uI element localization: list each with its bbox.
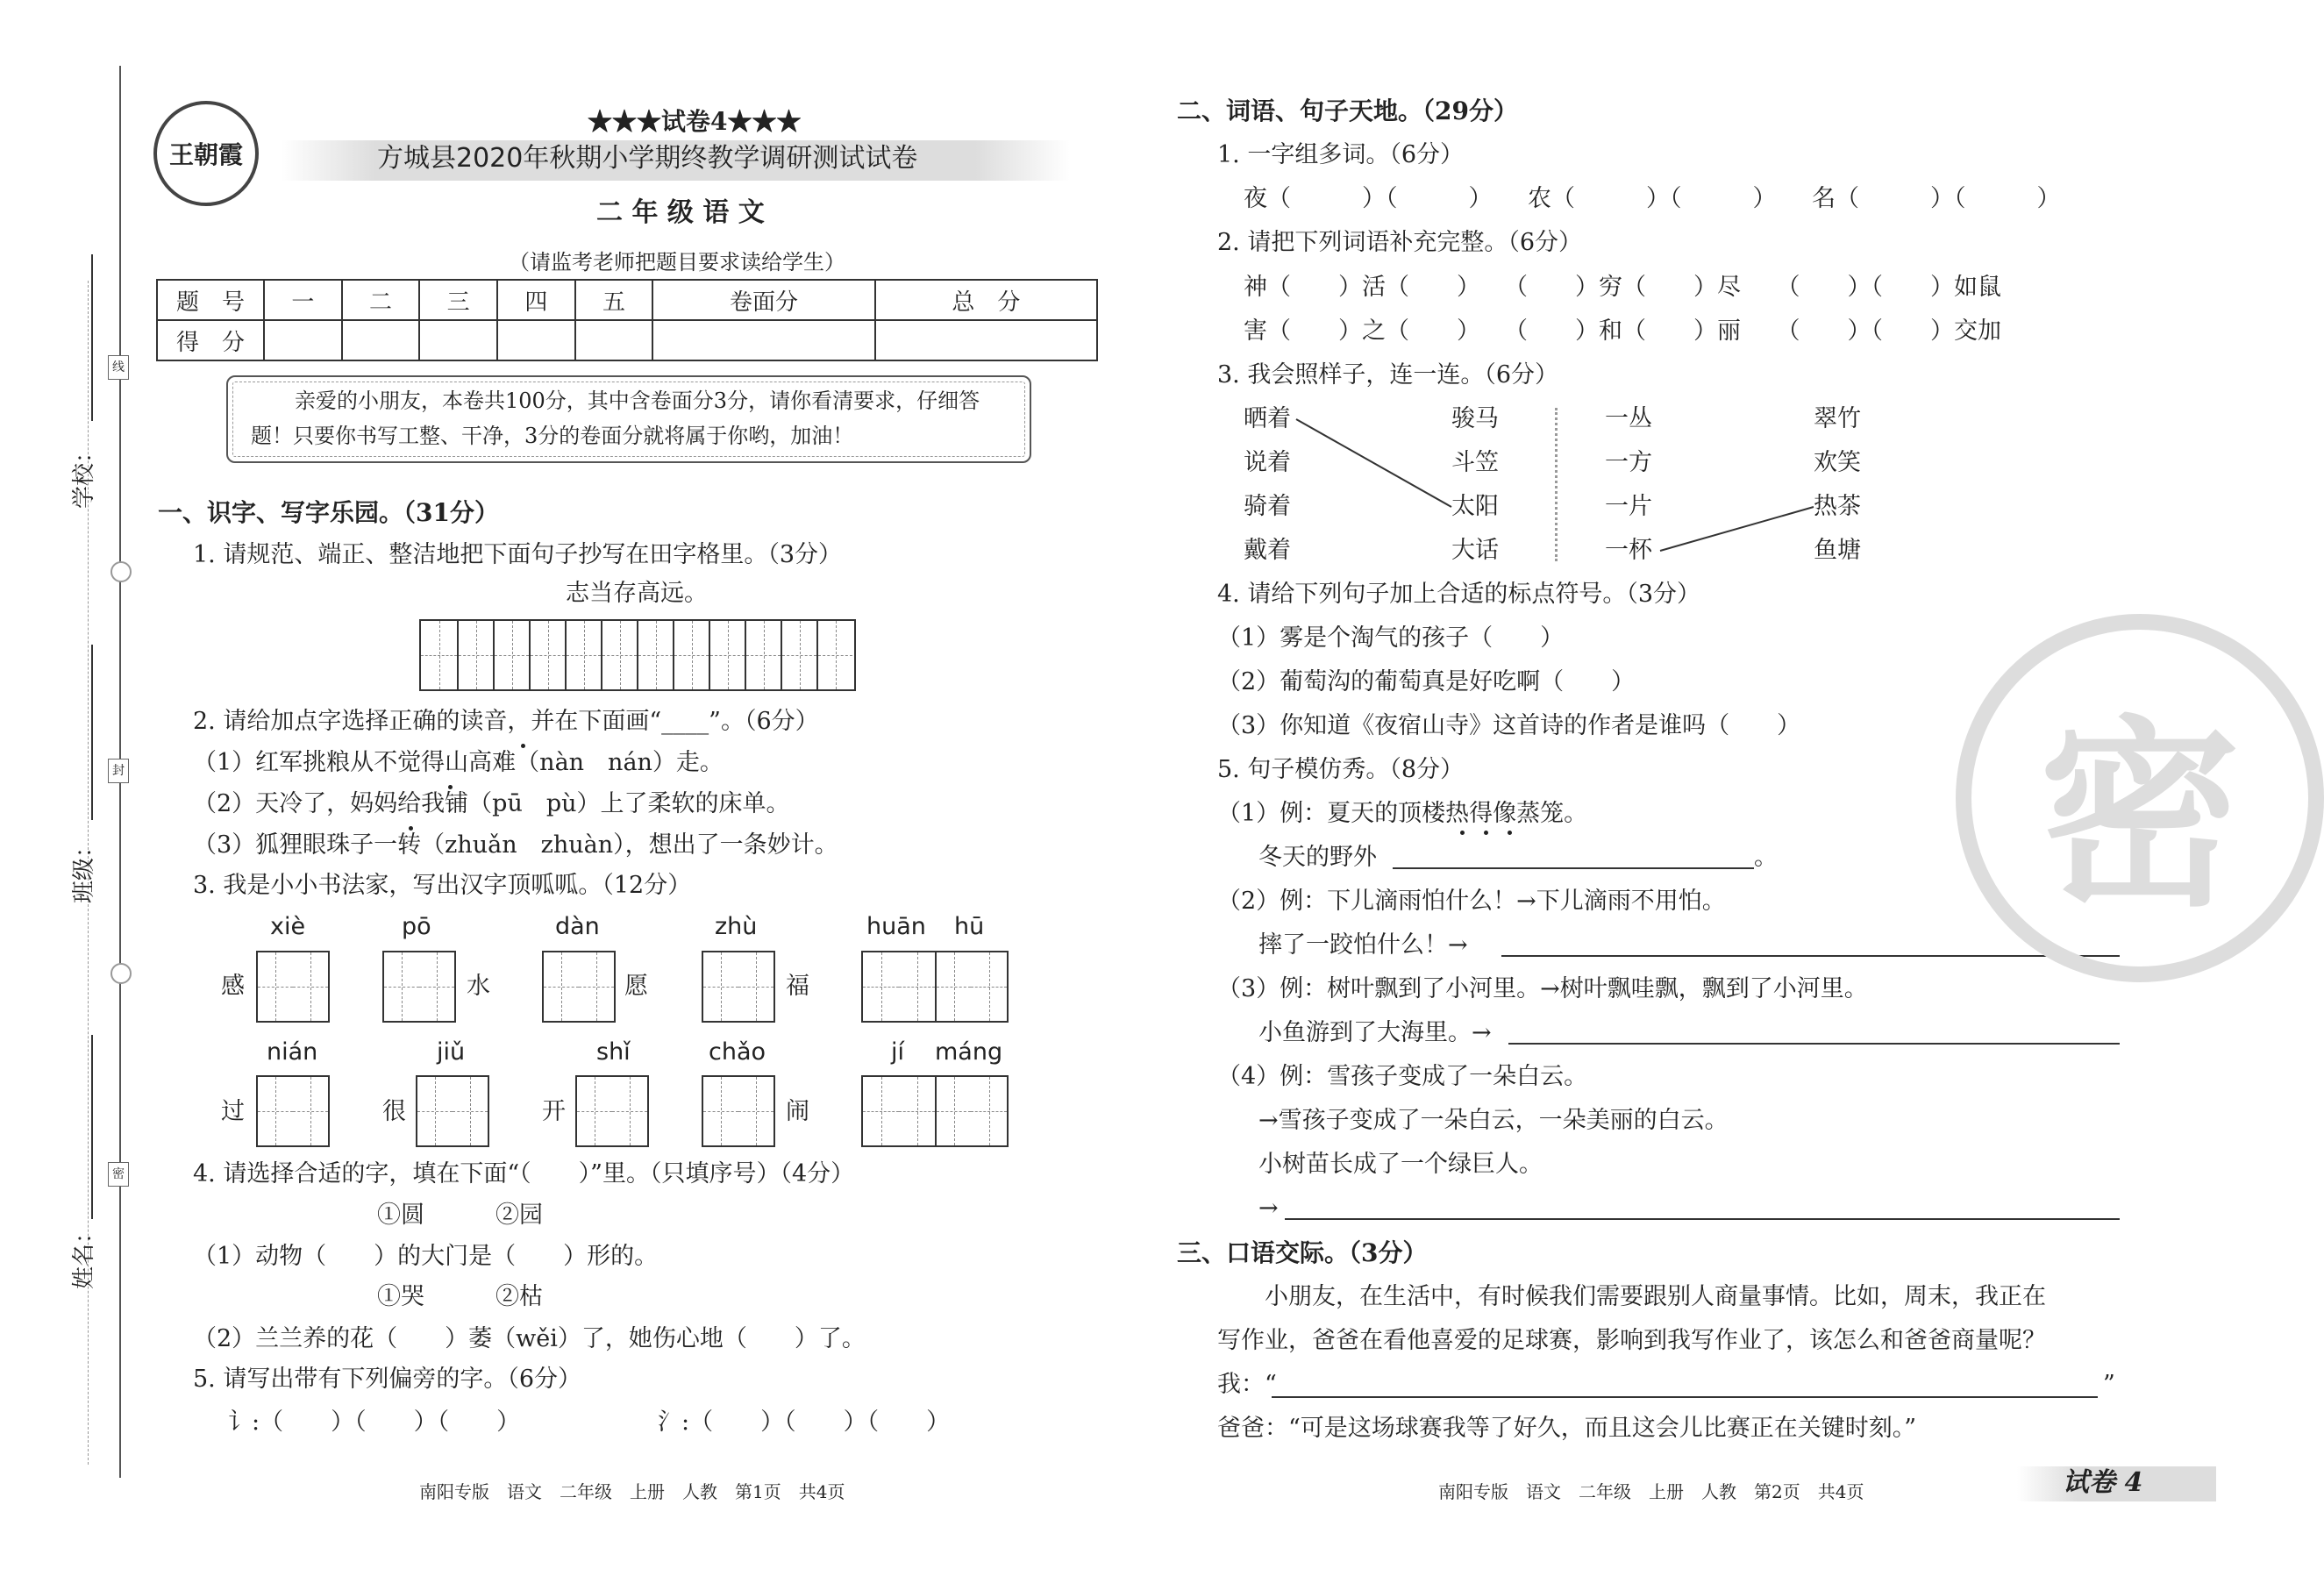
s1-q5-text: 5. 请写出带有下列偏旁的字。（6分）	[193, 1366, 582, 1393]
pinyin: dàn	[555, 913, 600, 940]
answer-line[interactable]	[1508, 1043, 2120, 1045]
seal-mark-3: 密	[108, 1162, 129, 1187]
match-col2: 斗笠	[1451, 449, 1499, 476]
match-col4: 翠竹	[1814, 405, 1861, 432]
s2-q5-ex1-fill: 冬天的野外	[1258, 844, 1377, 871]
section1-title: 一、识字、写字乐园。（31分）	[158, 498, 499, 527]
given-char: 感	[221, 973, 245, 1000]
s1-q5-left: 讠:（ ）（ ）（ ）	[228, 1409, 521, 1436]
s1-q1-text: 1. 请规范、端正、整洁地把下面句子抄写在田字格里。（3分）	[193, 541, 843, 568]
seal-mark-1: 线	[108, 355, 129, 380]
s2-q5-ex3: （3）例：树叶飘到了小河里。→树叶飘哇飘，飘到了小河里。	[1217, 975, 1868, 1002]
instruction: （请监考老师把题目要求读给学生）	[509, 250, 845, 275]
s1-q2-text: 2. 请给加点字选择正确的读音，并在下面画“____”。（6分）	[193, 708, 819, 735]
match-col1: 骑着	[1244, 493, 1291, 520]
s2-q5-ex2: （2）例：下儿滴雨怕什么！→下儿滴雨不用怕。	[1217, 888, 1726, 915]
score-header: 二	[342, 280, 420, 320]
s2-q5-ex2-fill: 摔了一跤怕什么！→	[1258, 931, 1468, 959]
s3-line-2: 写作业，爸爸在看他喜爱的足球赛，影响到我写作业了，该怎么和爸爸商量呢？	[1217, 1327, 2046, 1354]
match-col1: 晒着	[1244, 405, 1291, 432]
pinyin: hū	[954, 913, 985, 940]
s2-q5-ex3-fill: 小鱼游到了大海里。→	[1258, 1019, 1492, 1046]
pinyin: zhù	[715, 913, 758, 940]
notice-line-1: 亲爱的小朋友，本卷共100分，其中含卷面分3分，请你看清要求，仔细答	[295, 389, 980, 413]
given-char: 过	[221, 1098, 245, 1125]
pinyin: xiè	[270, 913, 306, 940]
subject-title: 二 年 级 语 文	[596, 197, 765, 228]
pinyin: jiǔ	[437, 1038, 466, 1066]
match-col3: 一丛	[1605, 405, 1652, 432]
section2-title: 二、词语、句子天地。（29分）	[1177, 96, 1518, 125]
match-col4: 鱼塘	[1814, 537, 1861, 564]
given-char: 闹	[786, 1098, 809, 1125]
match-col3: 一方	[1605, 449, 1652, 476]
s2-q3-text: 3. 我会照样子，连一连。（6分）	[1217, 361, 1559, 389]
score-row-label: 得 分	[157, 320, 264, 360]
score-header: 三	[419, 280, 497, 320]
match-col1: 戴着	[1244, 537, 1291, 564]
s1-q5-right: 氵:（ ）（ ）（ ）	[658, 1409, 951, 1436]
answer-line[interactable]	[1501, 955, 2120, 957]
confidential-seal-text: 密	[2038, 699, 2241, 934]
s2-q1-line: 夜（ ）（ ） 农（ ）（ ） 名（ ）（ ）	[1244, 185, 2061, 212]
example-line	[1296, 419, 1451, 507]
school-label: 学校：	[71, 439, 97, 509]
pinyin: nián	[267, 1038, 318, 1066]
s1-q4-options-1: ①圆 ②园	[377, 1202, 543, 1229]
answer-line[interactable]	[1285, 1218, 2120, 1220]
match-col3: 一片	[1605, 493, 1652, 520]
s3-line-1: 小朋友，在生活中，有时候我们需要跟别人商量事情。比如，周末，我正在	[1265, 1283, 2046, 1310]
emphasis-dot	[1508, 831, 1512, 835]
score-header: 一	[264, 280, 342, 320]
footer-right: 南阳专版 语文 二年级 上册 人教 第2页 共4页	[1438, 1481, 1864, 1502]
s1-q2-item: （3）狐狸眼珠子一转（zhuǎn zhuàn），想出了一条妙计。	[193, 831, 838, 859]
s2-q4-item: （2）葡萄沟的葡萄真是好吃啊（ ）	[1217, 668, 1636, 695]
exam-title: 方城县2020年秋期小学期终教学调研测试试卷	[377, 143, 918, 174]
s2-q2-text: 2. 请把下列词语补充完整。（6分）	[1217, 229, 1583, 256]
s1-q4-item-2: （2）兰兰养的花（ ）萎（wěi）了，她伤心地（ ）了。	[193, 1325, 866, 1352]
s2-q1-text: 1. 一字组多词。（6分）	[1217, 141, 1465, 168]
emphasis-dot	[1484, 831, 1488, 835]
given-char: 水	[467, 973, 490, 1000]
s2-q2-line-1: 神（ ）活（ ） （ ）穷（ ）尽 （ ）（ ）如鼠	[1244, 274, 2001, 301]
paper-label: ★★★试卷4★★★	[588, 107, 802, 136]
s2-q4-text: 4. 请给下列句子加上合适的标点符号。（3分）	[1217, 581, 1701, 608]
match-col2: 太阳	[1451, 493, 1499, 520]
given-char: 开	[542, 1098, 566, 1125]
s1-q4-item-1: （1）动物（ ）的大门是（ ）形的。	[193, 1243, 659, 1270]
s2-q5-ex1: （1）例：夏天的顶楼热得像蒸笼。	[1217, 800, 1588, 827]
match-col3: 一杯	[1605, 537, 1652, 564]
notice-line-2: 题！只要你书写工整、干净，3分的卷面分就将属于你哟，加油！	[251, 424, 854, 448]
match-col2: 大话	[1451, 537, 1499, 564]
s1-q4-options-2: ①哭 ②枯	[377, 1283, 543, 1310]
pinyin: huān	[866, 913, 926, 940]
name-label: 姓名：	[71, 1220, 97, 1289]
section3-title: 三、口语交际。（3分）	[1177, 1238, 1428, 1267]
pinyin: shǐ	[596, 1038, 631, 1066]
s2-q5-ex4-arrow: →	[1258, 1195, 1279, 1222]
given-char: 很	[382, 1098, 406, 1125]
s1-q4-text: 4. 请选择合适的字，填在下面“（ ）”里。（只填序号）（4分）	[193, 1160, 855, 1187]
footer-tag: 试卷 4	[2063, 1467, 2143, 1498]
s2-q4-item: （3）你知道《夜宿山寺》这首诗的作者是谁吗（ ）	[1217, 712, 1801, 739]
answer-line[interactable]	[1393, 867, 1754, 869]
score-header: 题 号	[157, 280, 264, 320]
given-char: 福	[786, 973, 809, 1000]
match-col4: 热茶	[1814, 493, 1861, 520]
s3-me: 我：“	[1217, 1371, 1277, 1398]
score-header: 四	[497, 280, 575, 320]
s2-q5-ex1-end: 。	[1754, 844, 1778, 871]
s2-q5-ex4-b: →雪孩子变成了一朵白云，一朵美丽的白云。	[1258, 1107, 1729, 1134]
s1-q2-item: （2）天冷了，妈妈给我铺（pū pù）上了柔软的床单。	[193, 790, 790, 817]
s2-q2-line-2: 害（ ）之（ ） （ ）和（ ）丽 （ ）（ ）交加	[1244, 317, 2001, 345]
score-header: 五	[575, 280, 653, 320]
pinyin: jí	[891, 1038, 905, 1066]
s1-q3-text: 3. 我是小小书法家，写出汉字顶呱呱。（12分）	[193, 872, 692, 899]
pinyin: pō	[402, 913, 431, 940]
score-header: 总 分	[875, 280, 1097, 320]
match-col2: 骏马	[1451, 405, 1499, 432]
confidential-seal	[1956, 614, 2324, 982]
pinyin: chǎo	[709, 1038, 766, 1066]
s2-q5-ex4-c: 小树苗长成了一个绿巨人。	[1258, 1151, 1543, 1178]
s2-q5-text: 5. 句子模仿秀。（8分）	[1217, 756, 1465, 783]
s2-q5-ex4: （4）例：雪孩子变成了一朵白云。	[1217, 1063, 1588, 1090]
example-line	[1660, 507, 1814, 551]
s3-dad: 爸爸：“可是这场球赛我等了好久，而且这会儿比赛正在关键时刻。”	[1217, 1415, 1917, 1442]
score-header: 卷面分	[652, 280, 874, 320]
seal-mark-2: 封	[108, 759, 129, 783]
s2-q4-item: （1）雾是个淘气的孩子（ ）	[1217, 624, 1565, 652]
s3-me-end: ”	[2103, 1371, 2115, 1398]
answer-line[interactable]	[1272, 1396, 2098, 1398]
class-label: 班级：	[71, 834, 97, 903]
brand-logo-text: 王朝霞	[168, 140, 243, 169]
given-char: 愿	[624, 973, 648, 1000]
footer-left: 南阳专版 语文 二年级 上册 人教 第1页 共4页	[419, 1481, 845, 1502]
emphasis-dot	[1460, 831, 1465, 835]
s1-q1-sentence: 志当存高远。	[566, 580, 708, 607]
s1-q2-item: （1）红军挑粮从不觉得山高难（nàn nán）走。	[193, 749, 724, 776]
pinyin: máng	[935, 1038, 1003, 1066]
match-col4: 欢笑	[1814, 449, 1861, 476]
match-col1: 说着	[1244, 449, 1291, 476]
